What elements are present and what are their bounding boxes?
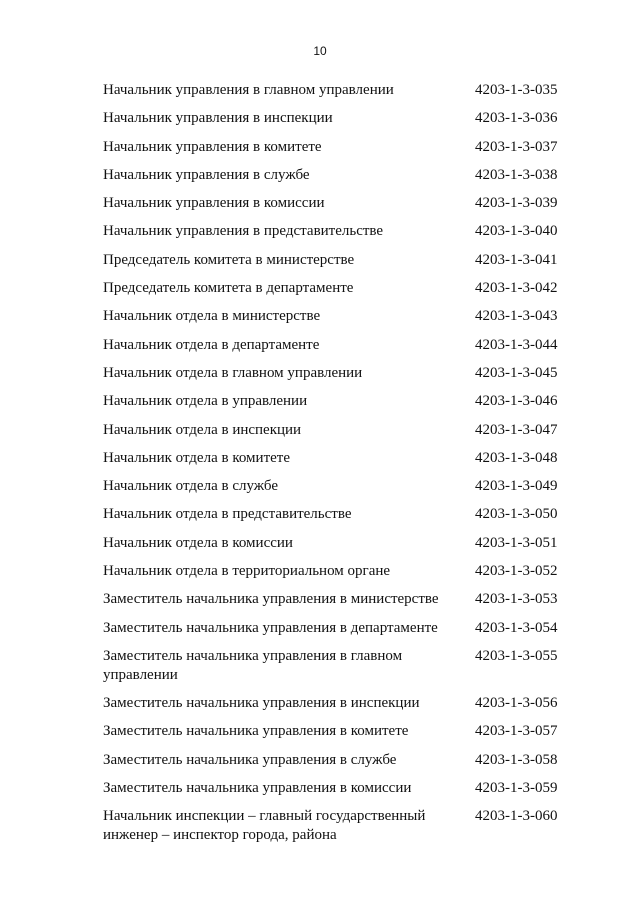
position-code: 4203-1-3-043 xyxy=(475,308,558,325)
position-code: 4203-1-3-040 xyxy=(475,223,558,240)
position-title: Начальник отдела в управлении xyxy=(103,393,308,410)
list-item xyxy=(103,475,563,503)
position-code: 4203-1-3-057 xyxy=(475,723,558,740)
position-title: Начальник отдела в комитете xyxy=(103,449,291,466)
position-title: Начальник отдела в инспекции xyxy=(103,421,302,438)
list-item xyxy=(103,362,563,390)
position-code: 4203-1-3-054 xyxy=(475,619,558,636)
list-item xyxy=(103,645,563,692)
list-item xyxy=(103,390,563,418)
position-code: 4203-1-3-058 xyxy=(475,751,558,768)
list-item xyxy=(103,532,563,560)
position-title: Начальник отдела в представительстве xyxy=(103,506,352,523)
list-item xyxy=(103,79,563,107)
list-item xyxy=(103,749,563,777)
list-item xyxy=(103,305,563,333)
list-item xyxy=(103,777,563,805)
position-list xyxy=(103,79,563,852)
position-title: Начальник управления в главном управлении xyxy=(103,82,394,98)
position-code: 4203-1-3-044 xyxy=(475,336,558,353)
position-title: Заместитель начальника управления в комитете xyxy=(103,723,409,740)
position-code: 4203-1-3-045 xyxy=(475,364,558,381)
position-title: Начальник отдела в департаменте xyxy=(103,336,320,353)
list-item xyxy=(103,447,563,475)
position-title: Заместитель начальника управления в инспекции xyxy=(103,694,420,711)
position-title: Начальник отдела в службе xyxy=(103,478,279,495)
list-item xyxy=(103,419,563,447)
position-code: 4203-1-3-051 xyxy=(475,534,558,551)
position-code: 4203-1-3-048 xyxy=(475,449,558,466)
position-code: 4203-1-3-039 xyxy=(475,195,558,212)
position-code: 4203-1-3-060 xyxy=(475,808,558,825)
position-title: Начальник отдела в комиссии xyxy=(103,534,293,551)
position-code: 4203-1-3-055 xyxy=(475,647,558,664)
position-title: Начальник управления в службе xyxy=(103,166,310,183)
position-code: 4203-1-3-059 xyxy=(475,779,558,796)
position-code: 4203-1-3-035 xyxy=(475,82,558,98)
position-code: 4203-1-3-050 xyxy=(475,506,558,523)
position-title: Председатель комитета в министерстве xyxy=(103,251,355,268)
position-code: 4203-1-3-046 xyxy=(475,393,558,410)
position-code: 4203-1-3-056 xyxy=(475,694,558,711)
position-title: Начальник отдела в министерстве xyxy=(103,308,321,325)
list-item xyxy=(103,720,563,748)
list-item xyxy=(103,588,563,616)
position-code: 4203-1-3-038 xyxy=(475,166,558,183)
list-item xyxy=(103,560,563,588)
position-title: Заместитель начальника управления в департаменте xyxy=(103,619,438,636)
position-title: Начальник отдела в территориальном органе xyxy=(103,563,391,580)
position-title: Заместитель начальника управления в главном управлении xyxy=(103,647,403,683)
position-title: Начальник отдела в главном управлении xyxy=(103,364,363,381)
position-code: 4203-1-3-053 xyxy=(475,591,558,608)
list-item xyxy=(103,503,563,531)
position-code: 4203-1-3-047 xyxy=(475,421,558,438)
position-title: Заместитель начальника управления в министерстве xyxy=(103,591,439,608)
position-code: 4203-1-3-041 xyxy=(475,251,558,268)
position-code: 4203-1-3-052 xyxy=(475,563,558,580)
list-item xyxy=(103,249,563,277)
position-code: 4203-1-3-049 xyxy=(475,478,558,495)
list-item xyxy=(103,107,563,135)
position-title: Начальник инспекции – главный государственный инженер – инспектор города, района xyxy=(103,808,426,844)
list-item xyxy=(103,277,563,305)
list-item xyxy=(103,136,563,164)
list-item xyxy=(103,334,563,362)
list-item xyxy=(103,220,563,248)
list-item xyxy=(103,164,563,192)
list-item xyxy=(103,692,563,720)
list-item xyxy=(103,805,563,852)
position-code: 4203-1-3-042 xyxy=(475,280,558,297)
position-title: Начальник управления в комиссии xyxy=(103,195,325,212)
position-title: Начальник управления в комитете xyxy=(103,138,322,155)
position-code: 4203-1-3-036 xyxy=(475,110,558,127)
position-title: Начальник управления в инспекции xyxy=(103,110,333,127)
list-item xyxy=(103,617,563,645)
position-title: Заместитель начальника управления в комиссии xyxy=(103,779,412,796)
position-title: Председатель комитета в департаменте xyxy=(103,280,354,297)
list-item xyxy=(103,192,563,220)
position-title: Заместитель начальника управления в службе xyxy=(103,751,397,768)
position-title: Начальник управления в представительстве xyxy=(103,223,384,240)
page-number: 10 xyxy=(313,44,327,58)
position-code: 4203-1-3-037 xyxy=(475,138,558,155)
